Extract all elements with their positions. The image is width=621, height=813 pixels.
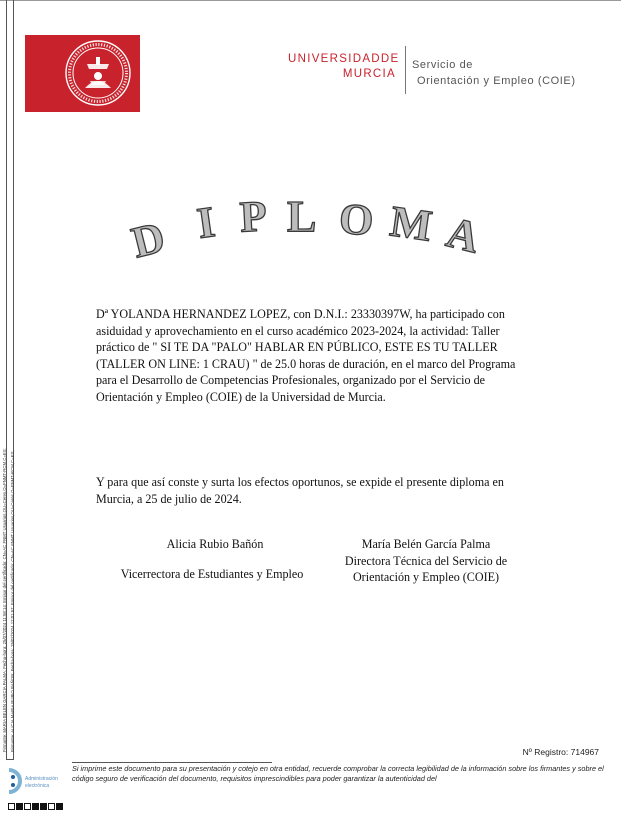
diploma-letter-l: L	[287, 192, 317, 241]
administracion-electronica-logo-icon	[3, 766, 63, 796]
service-name-line-2: Orientación y Empleo (COIE)	[417, 75, 576, 87]
admin-logo-text-2: electrónica	[25, 783, 50, 789]
right-signer-block	[326, 536, 526, 586]
service-name-line-1: Servicio de	[412, 59, 474, 71]
left-signer-role: Vicerrectora de Estudiantes y Empleo	[120, 567, 304, 581]
diploma-letter-o: O	[337, 193, 376, 246]
right-signer-role-line-2: Orientación y Empleo (COIE)	[352, 570, 500, 584]
university-name-word-1: UNIVERSIDAD	[288, 53, 381, 65]
diploma-letter-p: P	[238, 191, 268, 242]
university-name-word-2: DE	[380, 53, 400, 65]
header-divider	[405, 46, 406, 94]
diploma-letter-m: M	[387, 196, 436, 251]
right-signer-name: María Belén García Palma	[361, 537, 491, 551]
registry-number: Nº Registro: 714967	[522, 747, 599, 757]
left-signer-name: Alicia Rubio Bañón	[166, 537, 264, 551]
footer-rule	[72, 762, 272, 763]
university-seal-icon	[63, 38, 133, 108]
university-name	[288, 52, 400, 82]
side-signature-text-2: Firmante: ALICIA MARIA RUBIO BAÑON; Fecha-hora: 25/07/2024 12:01:57; Emisor del certificado: CN=AC FNMT Usuarios,OU=Ceres,O=FNMT-RCM,C=ES;	[10, 450, 15, 752]
diploma-letter-i: I	[194, 197, 218, 249]
footer-note: Si imprime este documento para su presentación y cotejo en otra entidad, recuerde comprobar la correcta legibilidad de la información sobre los firmantes y sobre el código seguro de verificación del documento, requisitos imprescindibles para poder garantizar la autenticidad del	[72, 764, 604, 783]
admin-logo-text-1: Administración	[25, 776, 58, 782]
university-name-line-2: MURCIA	[342, 68, 396, 80]
diploma-title	[115, 182, 515, 277]
diploma-letter-a: A	[441, 207, 485, 263]
diploma-body-text: Dª YOLANDA HERNANDEZ LOPEZ, con D.N.I.: 23330397W, ha participado con asiduidad y aprovechamiento en el curso académico 2023-2024, la actividad: Taller práctico de " SI TE DA "PALO" HABLAR EN PÚBLICO, ESTE ES TU TALLER (TALLER ON LINE: 1 CRAU) " de 25.0 horas de duración, en el marco del Programa para el Desarrollo de Competencias Profesionales, organizado por el Servicio de Orientación y Empleo (COIE) de la Universidad de Murcia.	[96, 307, 516, 404]
verification-code-icon	[8, 803, 63, 810]
top-rule	[0, 0, 621, 1]
service-name	[412, 57, 576, 89]
diploma-closing-text: Y para que así conste y surta los efectos oportunos, se expide el presente diploma en Murcia, a 25 de julio de 2024.	[96, 475, 504, 506]
diploma-letter-d: D	[126, 212, 170, 268]
side-signature-text-1: Firmante: MARIA BELEN GARCIA PALMA; Fecha-hora: 25/07/2024 11:58:14; Emisor del certificado: CN=AC FNMT Usuarios,OU=Ceres,O=FNMT-RCM,C=ES;	[2, 448, 7, 752]
university-logo	[25, 35, 140, 112]
right-signer-role-line-1: Directora Técnica del Servicio de	[344, 553, 508, 568]
